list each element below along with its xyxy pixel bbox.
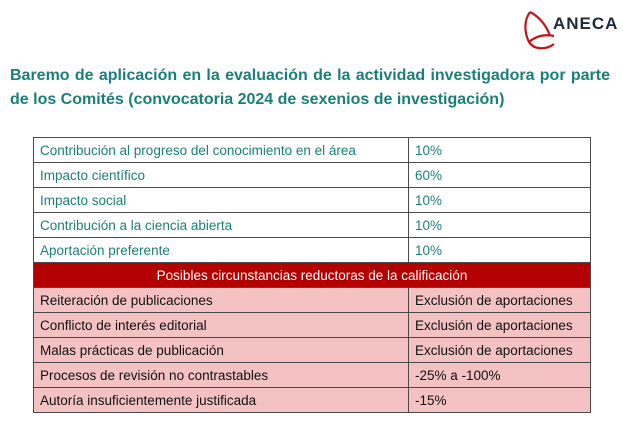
criterion-row — [34, 163, 591, 188]
reduction-row — [34, 313, 591, 338]
criterion-row-label: Contribución a la ciencia abierta — [34, 213, 409, 238]
reduction-row-value: -25% a -100% — [409, 363, 591, 388]
document-title: Baremo de aplicación en la evaluación de la actividad investigadora por parte de los Comités (convocatoria 2024 de sexenios de investigación) — [10, 67, 610, 108]
reduction-row — [34, 288, 591, 313]
reduction-row-value: -15% — [409, 388, 591, 413]
criterion-row — [34, 138, 591, 163]
reductions-header: Posibles circunstancias reductoras de la calificación — [34, 263, 591, 288]
criterion-row-label: Contribución al progreso del conocimiento en el área — [34, 138, 409, 163]
criterion-row-value: 10% — [409, 213, 591, 238]
scoring-table — [33, 137, 591, 413]
criterion-row — [34, 238, 591, 263]
reduction-row — [34, 338, 591, 363]
reductions-header-row — [34, 263, 591, 288]
reduction-row-value: Exclusión de aportaciones — [409, 313, 591, 338]
reduction-row-value: Exclusión de aportaciones — [409, 288, 591, 313]
reduction-row-label: Autoría insuficientemente justificada — [34, 388, 409, 413]
reduction-row — [34, 363, 591, 388]
reduction-row — [34, 388, 591, 413]
aneca-logo — [520, 6, 620, 54]
criterion-row-label: Aportación preferente — [34, 238, 409, 263]
criterion-row-label: Impacto social — [34, 188, 409, 213]
reduction-row-label: Malas prácticas de publicación — [34, 338, 409, 363]
criterion-row — [34, 213, 591, 238]
reduction-row-value: Exclusión de aportaciones — [409, 338, 591, 363]
reduction-row-label: Procesos de revisión no contrastables — [34, 363, 409, 388]
reduction-row-label: Reiteración de publicaciones — [34, 288, 409, 313]
criterion-row-value: 10% — [409, 188, 591, 213]
criterion-row — [34, 188, 591, 213]
criterion-row-value: 10% — [409, 138, 591, 163]
logo-text: ANECA — [553, 14, 619, 33]
criterion-row-label: Impacto científico — [34, 163, 409, 188]
criterion-row-value: 10% — [409, 238, 591, 263]
criterion-row-value: 60% — [409, 163, 591, 188]
reduction-row-label: Conflicto de interés editorial — [34, 313, 409, 338]
